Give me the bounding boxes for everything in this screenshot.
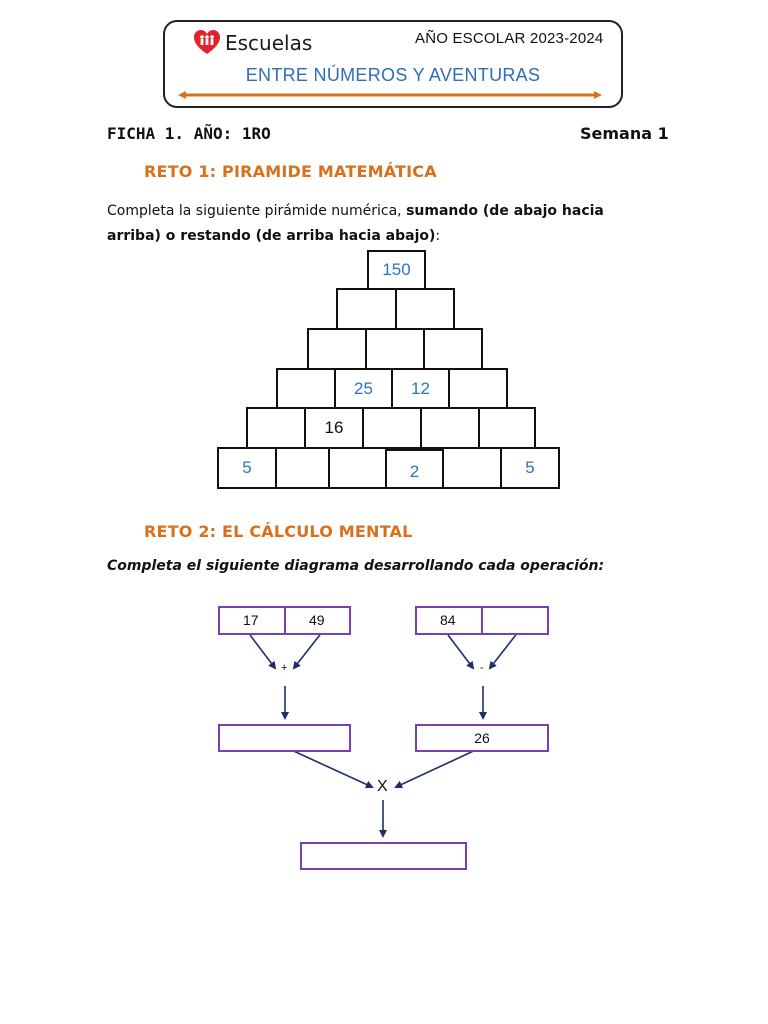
arrow (287, 748, 372, 787)
reto2-instruction: Completa el siguiente diagrama desarrollando cada operación: (107, 558, 605, 574)
multiply-operator: X (377, 778, 388, 795)
left-middle-box[interactable] (218, 724, 351, 752)
left-top-value-1: 17 (243, 612, 259, 628)
school-year: AÑO ESCOLAR 2023-2024 (415, 30, 604, 47)
pyramid-cell[interactable]: 25 (334, 368, 393, 409)
pyramid-cell[interactable]: 5 (217, 447, 277, 489)
arrow (250, 635, 275, 668)
pyramid-cell[interactable]: 2 (385, 449, 444, 489)
instr-part-b: sumando (de abajo hacia arriba) o restando (de arriba hacia abajo) (107, 203, 604, 244)
pyramid-cell[interactable]: 150 (367, 250, 426, 290)
arrow (448, 635, 473, 668)
pyramid-cell[interactable]: 5 (500, 447, 560, 489)
instr-part-a: Completa la siguiente pirámide numérica, (107, 203, 407, 219)
minus-operator: - (480, 662, 484, 674)
semana-label: Semana 1 (580, 124, 669, 143)
header-subtitle: ENTRE NÚMEROS Y AVENTURAS (245, 65, 541, 85)
reto2-title: RETO 2: EL CÁLCULO MENTAL (144, 522, 413, 541)
result-box[interactable] (300, 842, 467, 870)
box-divider (481, 607, 483, 634)
plus-operator: + (281, 662, 288, 674)
arrow (396, 748, 480, 787)
logo-text: Escuelas (225, 31, 313, 55)
right-middle-value: 26 (474, 730, 490, 746)
ficha-label: FICHA 1. AÑO: 1RO (107, 124, 271, 143)
box-divider (284, 607, 286, 634)
pyramid-cell[interactable]: 12 (391, 368, 450, 409)
reto1-title: RETO 1: PIRAMIDE MATEMÁTICA (144, 162, 437, 181)
instr-part-c: : (435, 228, 441, 244)
left-top-value-2: 49 (309, 612, 325, 628)
right-top-value-1: 84 (440, 612, 456, 628)
pyramid-cell[interactable]: 16 (304, 407, 364, 449)
